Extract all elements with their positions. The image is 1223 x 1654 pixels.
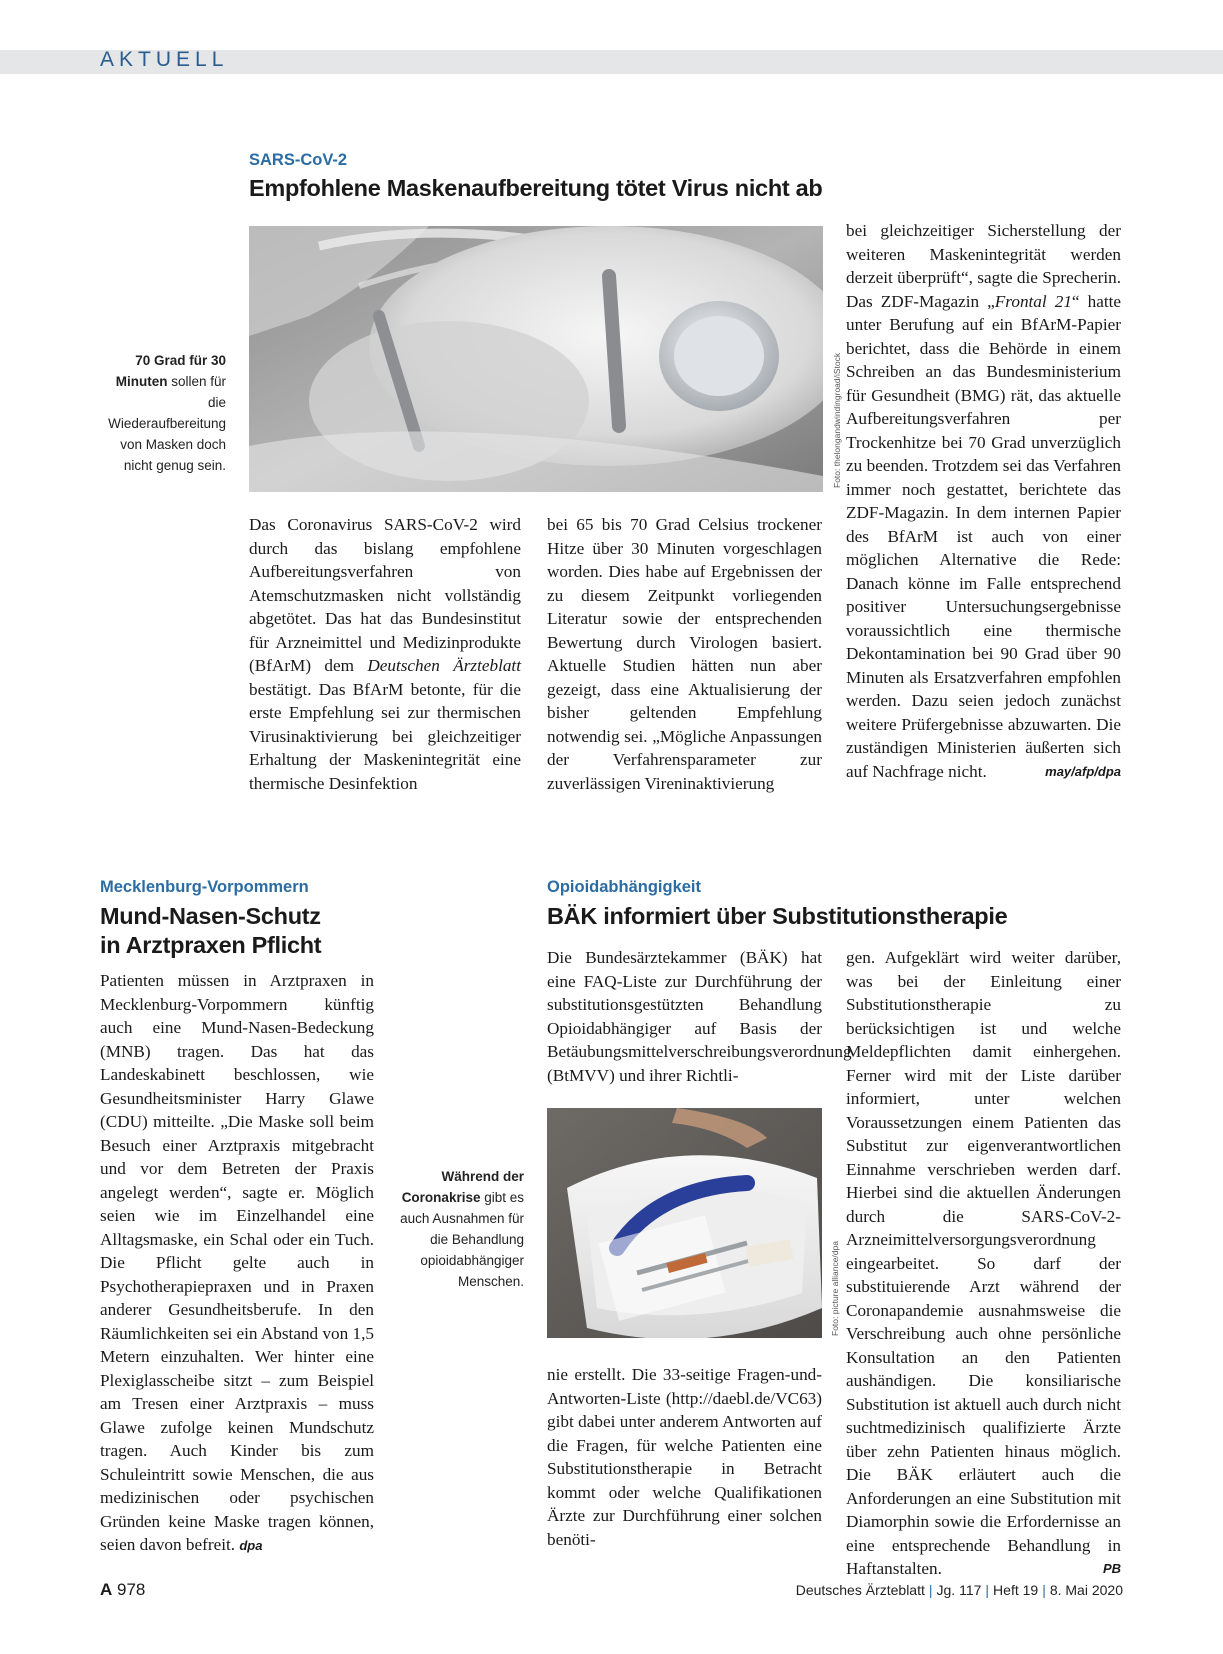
article2-title-line1: Mund-Nasen-Schutz (100, 903, 321, 929)
article3-kicker: Opioidabhängigkeit (547, 878, 702, 896)
footer-journal: Deutsches Ärzteblatt (795, 1582, 925, 1598)
article3-caption-rest: gibt es auch Ausnahmen für die Behandlung opioidabhängiger Menschen. (400, 1190, 524, 1289)
footer-info (796, 1582, 1123, 1598)
article3-col2-text: gen. Aufgeklärt wird weiter darüber, was bei der Einleitung einer Substitutionstherapie zu berücksichtigen ist und welche Meldepflichten damit einhergehen. Ferner wird mit der Liste darüber informiert, unter welchen Voraussetzungen einem Patienten das Substitut zur eigenverantwortlichen Einnahme verschrieben werden darf. Hierbei sind die aktuellen Änderungen durch die SARS-CoV-2-Arzneimittelversorgungsverordnung eingearbeitet. So darf der substituierende Arzt während der Coronapandemie ausnahmsweise die Verschreibung auch ohne persönliche Konsultation an den Patienten aushändigen. Die konsiliarische Substitution ist aktuell auch durch nicht suchtmedizinisch qualifizierte Ärzte über zehn Patienten hinaus möglich. Die BÄK erläutert auch die Anforderungen an eine Substitution mit Diamorphin sowie die Erfordernisse an eine entsprechende Behandlung in Haftanstalten. (846, 948, 1121, 1578)
article3-caption-bold: Während der Coronakrise (401, 1169, 524, 1205)
article2-body-text: Patienten müssen in Arztpraxen in Mecklenburg-Vorpommern künftig auch eine Mund-Nasen-Bedeckung (MNB) tragen. Das hat das Landeskabinett beschlossen, wie Gesundheitsminister Harry Glawe (CDU) mitteilte. „Die Maske soll beim Besuch einer Arztpraxis mitgebracht und vor dem Betreten der Praxis angelegt werden“, sagte er. Möglich seien wie im Einzelhandel eine Alltagsmaske, ein Schal oder ein Tuch. Die Pflicht gelte auch in Psychotherapiepraxen und in Praxen anderer Gesundheitsberufe. In den Räumlichkeiten sei ein Abstand von 1,5 Metern einzuhalten. Wer hinter eine Plexiglasscheibe sitzt – zum Beispiel am Tresen einer Arztpraxis – muss Glawe zufolge keinen Mundschutz tragen. Auch Kinder bis zum Schuleintritt sowie Menschen, die aus medizinischen oder psychischen Gründen keine Maske tragen können, seien davon befreit. (100, 971, 375, 1554)
footer-separator: | (1042, 1582, 1046, 1598)
page-number (100, 1580, 145, 1600)
syringe-tray-photo-image (547, 1108, 822, 1338)
footer-issue: Heft 19 (993, 1582, 1039, 1598)
article2-body (100, 969, 374, 1558)
footer-volume: Jg. 117 (936, 1582, 982, 1598)
article3-col1a: Die Bundesärztekammer (BÄK) hat eine FAQ-Liste zur Durchführung der substitutionsgestützten Behandlung Opioidabhängiger auf Basis der Betäubungsmittelverschreibungsverordnung (BtMVV) und ihrer Richtli- (547, 948, 852, 1085)
article1-col3 (846, 219, 1121, 783)
article3-title: BÄK informiert über Substitutionstherapie (547, 903, 1008, 929)
article1-col1-em: Deutschen Ärzteblatt (367, 656, 521, 675)
mask-photo (249, 226, 823, 492)
article2-signature: dpa (239, 1538, 263, 1553)
article1-col1 (249, 513, 521, 795)
article3-col2 (846, 946, 1121, 1581)
article1-col3-em: Frontal 21 (994, 291, 1072, 311)
article2-title-line2: in Arztpraxen Pflicht (100, 932, 322, 958)
article1-col3-post: “ hatte unter Berufung auf ein BfArM-Papier berichtet, dass die Behörde in einem Schreiben an das Bundesministerium für Gesundheit (BMG) rät, das aktuelle Aufbereitungsverfahren per Trockenhitze bei 70 Grad unverzüglich zu beenden. Trotzdem sei das Verfahren immer noch gestattet, berichtete das ZDF-Magazin. In dem internen Papier des BfArM ist auch von einer möglichen Alternative die Rede: Danach könne im Falle entsprechend positiver Untersuchungsergebnisse voraussichtlich eine thermische Dekontamination bei 90 Grad über 90 Minuten als Ersatzverfahren empfohlen werden. Dazu seien jedoch zunächst weitere Prüfergebnisse abzuwarten. Die zuständigen Ministerien äußerten sich auf Nachfrage nicht. (846, 291, 1122, 781)
article1-kicker: SARS-CoV-2 (249, 151, 348, 169)
page-prefix: A (100, 1580, 113, 1599)
article3-photo-credit: Foto: picture alliance/dpa (830, 1241, 840, 1336)
article3-col1b: nie erstellt. Die 33-seitige Fragen-und-Antworten-Liste (http://daebl.de/VC63) gibt dabei unter anderem Antworten auf die Fragen, für welche Patienten eine Substitutionstherapie in Betracht kommt oder welche Qualifikationen Ärzte zur Durchführung einer solchen benöti- (547, 1365, 822, 1549)
mask-photo-image (249, 226, 823, 492)
article3-caption (388, 1166, 524, 1292)
article2-kicker: Mecklenburg-Vorpommern (100, 878, 309, 896)
article1-col3-pre: bei gleichzeitiger Sicherstellung der weiteren Maskenintegrität werden derzeit überprüft“, sagte die Sprecherin. Das ZDF-Magazin „ (846, 221, 1121, 311)
article1-photo-credit: Foto: thelongandwindingroad/iStock (832, 352, 842, 488)
article1-signature: may/afp/dpa (1045, 763, 1121, 779)
article1-col1-post: bestätigt. Das BfArM betonte, für die erste Empfehlung sei zur thermischen Virusinaktivierung bei gleichzeitiger Erhaltung der Maskenintegrität eine thermische Desinfektion (249, 679, 521, 793)
article1-caption (96, 350, 226, 476)
article3-signature: PB (1102, 1561, 1121, 1576)
page-number-value: 978 (117, 1580, 146, 1599)
section-label: AKTUELL (100, 48, 229, 71)
footer-separator: | (985, 1582, 990, 1598)
article1-title: Empfohlene Maskenaufbereitung tötet Virus nicht ab (249, 175, 823, 201)
article1-caption-bold: 70 Grad für 30 Minuten (115, 353, 226, 389)
article2-title (100, 902, 400, 960)
article1-col1-pre: Das Coronavirus SARS-CoV-2 wird durch das bislang empfohlene Aufbereitungsverfahren von Atemschutzmasken nicht vollständig abgetötet. Das hat das Bundesinstitut für Arzneimittel und Medizinprodukte (BfArM) dem (249, 515, 521, 675)
syringe-tray-photo (547, 1108, 822, 1338)
footer-separator: | (928, 1582, 933, 1598)
article1-col2: bei 65 bis 70 Grad Celsius trockener Hitze über 30 Minuten vorgeschlagen worden. Dies habe auf Ergebnissen der zu diesem Zeitpunkt vorliegenden Literatur sowie der entsprechenden Bewertung durch Virologen basiert. Aktuelle Studien hätten nun aber gezeigt, dass eine Aktualisierung der bisher geltenden Empfehlung notwendig sei. „Mögliche Anpassungen der Verfahrensparameter zur zuverlässigen Vireninaktivierung (547, 515, 822, 793)
footer-date: 8. Mai 2020 (1049, 1582, 1123, 1598)
article1-caption-rest: sollen für die Wiederaufbereitung von Masken doch nicht genug sein. (108, 374, 226, 473)
